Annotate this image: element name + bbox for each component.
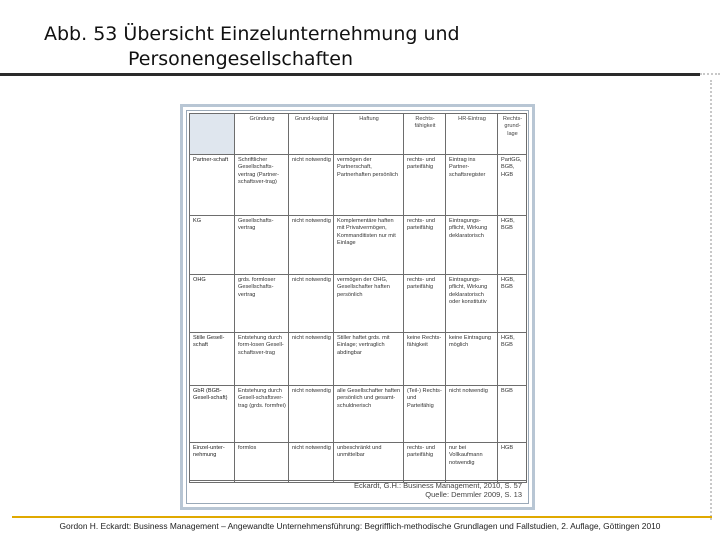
row-header: Partner-schaft <box>190 155 235 216</box>
table-cell: BGB <box>498 386 527 443</box>
table-cell: Schriftlicher Gesellschafts-vertrag (Partner-schaftsver-trag) <box>235 155 289 216</box>
table-row <box>190 443 527 483</box>
table-cell: unbeschränkt und unmittelbar <box>334 443 404 483</box>
table-cell: nicht notwendig <box>289 443 334 483</box>
table-corner-cell <box>190 114 235 155</box>
row-header: OHG <box>190 275 235 333</box>
source-line-2: Quelle: Demmler 2009, S. 13 <box>425 489 522 499</box>
table-cell: nicht notwendig <box>289 275 334 333</box>
table-cell: rechts- und parteifähig <box>404 155 446 216</box>
figure-source-note <box>189 480 526 499</box>
column-header: Haftung <box>334 114 404 155</box>
table-cell: Gesellschafts-vertrag <box>235 216 289 275</box>
table-cell: HGB, BGB <box>498 216 527 275</box>
table-cell: PartGG, BGB, HGB <box>498 155 527 216</box>
table-cell: Entstehung durch Gesell-schaftsver-trag (grds. formfrei) <box>235 386 289 443</box>
table-row <box>190 333 527 386</box>
footer-citation: Gordon H. Eckardt: Business Management – Angewandte Unternehmensführung: Begrifflich-methodische Grundlagen und Fallstudien, 2. Auflage, Göttingen 2010 <box>59 521 661 531</box>
table-cell: Eintragungs-pflicht, Wirkung deklaratorisch oder konstitutiv <box>446 275 498 333</box>
table-cell: vermögen der OHG, Gesellschafter haften persönlich <box>334 275 404 333</box>
table-cell: HGB <box>498 443 527 483</box>
row-header: Stille Gesell-schaft <box>190 333 235 386</box>
source-line-1: Eckardt, G.H.: Business Management, 2010, S. 57 <box>353 481 522 490</box>
table-cell: nicht notwendig <box>289 155 334 216</box>
table-cell: Komplementäre haften mit Privatvermögen, Kommanditisten nur mit Einlage <box>334 216 404 275</box>
table-cell: alle Gesellschafter haften persönlich und gesamt-schuldnerisch <box>334 386 404 443</box>
table-cell: Entstehung durch form-losen Gesell-schaftsver-trag <box>235 333 289 386</box>
table-cell: keine Eintragung möglich <box>446 333 498 386</box>
table-cell: rechts- und parteifähig <box>404 275 446 333</box>
table-cell: nicht notwendig <box>289 333 334 386</box>
table-cell: vermögen der Partnerschaft, Partnerhaften persönlich <box>334 155 404 216</box>
table-cell: HGB, BGB <box>498 275 527 333</box>
title-divider-dotted <box>700 73 720 75</box>
table-cell: nicht notwendig <box>446 386 498 443</box>
table-cell: Eintrag ins Partner-schaftsregister <box>446 155 498 216</box>
table-row <box>190 275 527 333</box>
table-cell: HGB, BGB <box>498 333 527 386</box>
row-header: GbR (BGB-Gesell-schaft) <box>190 386 235 443</box>
row-header: KG <box>190 216 235 275</box>
table-cell: formlos <box>235 443 289 483</box>
title-line-2: Personengesellschaften <box>128 48 354 70</box>
column-header: Grund-kapital <box>289 114 334 155</box>
slide-title <box>44 22 564 72</box>
right-edge-dotted-line <box>710 80 712 520</box>
table-row <box>190 155 527 216</box>
title-divider <box>0 73 700 76</box>
table-row <box>190 216 527 275</box>
table-cell: keine Rechts-fähigkeit <box>404 333 446 386</box>
table-cell: nicht notwendig <box>289 386 334 443</box>
column-header: Gründung <box>235 114 289 155</box>
table-cell: nicht notwendig <box>289 216 334 275</box>
table-cell: Stiller haftet grds. mit Einlage; vertraglich abdingbar <box>334 333 404 386</box>
table-cell: grds. formloser Gesellschafts-vertrag <box>235 275 289 333</box>
table-cell: rechts- und parteifähig <box>404 216 446 275</box>
title-line-1: Abb. 53 Übersicht Einzelunternehmung und <box>44 23 460 45</box>
table-cell: rechts- und parteifähig <box>404 443 446 483</box>
figure-image <box>180 104 535 510</box>
table-row <box>190 386 527 443</box>
table-cell: nur bei Vollkaufmann notwendig <box>446 443 498 483</box>
comparison-table <box>189 113 527 483</box>
table-header-row <box>190 114 527 155</box>
row-header: Einzel-unter-nehmung <box>190 443 235 483</box>
column-header: Rechts-fähigkeit <box>404 114 446 155</box>
footer-divider <box>12 516 712 518</box>
table-cell: (Teil-) Rechts- und Parteifähig <box>404 386 446 443</box>
table-cell: Eintragungs-pflicht, Wirkung deklaratorisch <box>446 216 498 275</box>
column-header: Rechts-grund-lage <box>498 114 527 155</box>
column-header: HR-Eintrag <box>446 114 498 155</box>
